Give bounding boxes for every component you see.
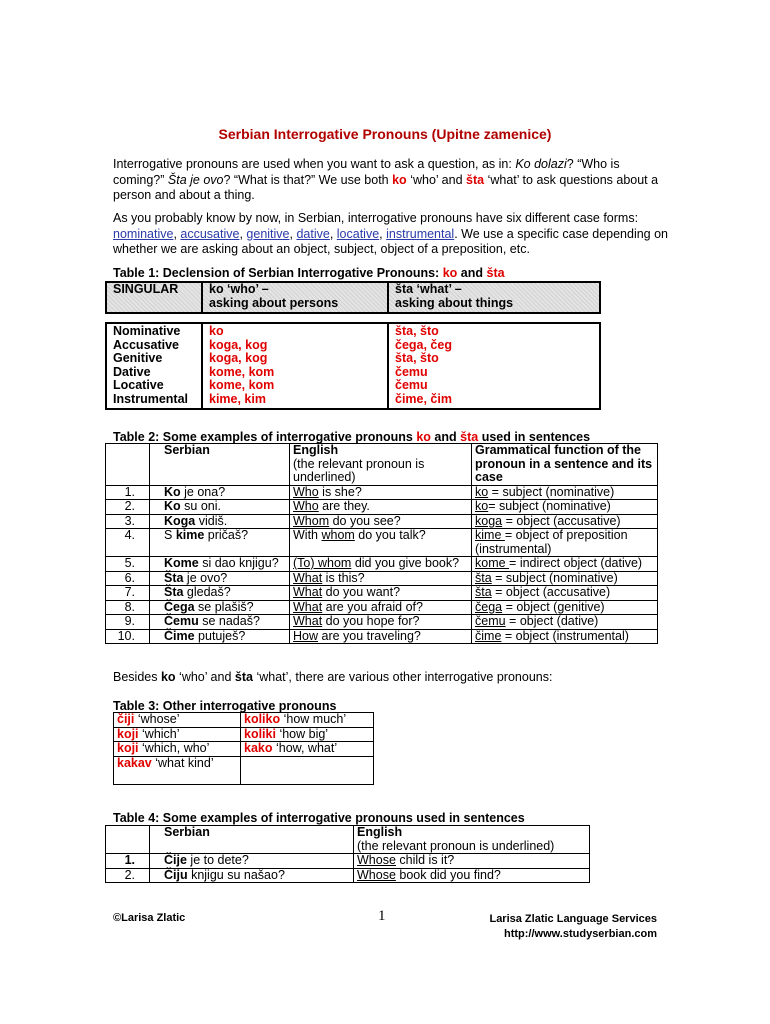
serbian-cell [150,629,290,644]
pronoun-cell [114,756,241,784]
table-row [106,557,658,572]
other-pronouns-table [113,712,374,785]
page-title: Serbian Interrogative Pronouns (Upitne zamenice) [218,126,552,142]
table3-caption: Table 3: Other interrogative pronouns [113,699,337,713]
link-accusative[interactable]: accusative [180,226,240,241]
table2-caption-text: Table 2: Some examples of interrogative pronouns [113,430,413,444]
serbian-rest: se plašiš? [194,599,254,614]
row-number: 2. [106,500,150,515]
case-nominative: Nominative [113,324,181,338]
grammar-rest: = object (accusative) [502,513,621,528]
grammar-rest: = object (genitive) [502,599,605,614]
serbian-pronoun: Šta [164,585,184,599]
header-serbian: Serbian [150,444,290,486]
ko-highlight: ko [392,172,407,187]
header-english-sub: (the relevant pronoun is underlined) [357,838,555,853]
cases-text-1: As you probably know by now, in Serbian, interrogative pronouns have six different case forms: [113,211,639,225]
serbian-pronoun: Šta [164,570,184,585]
examples-table-2 [105,825,590,883]
serbian-rest: vidiš. [195,513,228,528]
table2-caption-ko: ko [416,430,431,444]
english-pronoun: Whose [357,867,396,882]
header-singular: SINGULAR [106,282,202,313]
grammar-rest: = object (instrumental) [501,628,629,643]
case-genitive: Genitive [113,351,163,365]
english-rest: did you give book? [351,556,460,570]
grammar-rest: = object (accusative) [491,585,611,599]
serbian-rest: si dao knjigu? [198,556,279,570]
serbian-pronoun: Ko [164,499,181,513]
grammar-pronoun: čega [475,599,503,614]
english-cell [290,586,472,601]
serbian-cell [150,571,290,586]
english-pronoun: (To) whom [293,556,352,570]
besides-paragraph [113,670,673,686]
serbian-rest: pričaš? [204,528,249,542]
pronoun-word: koji [117,741,139,755]
case-accusative: Accusative [113,337,180,352]
table-row [106,571,658,586]
pronoun-gloss: ‘how big’ [275,726,329,741]
grammar-cell [472,615,658,630]
table1-caption-sta: šta [486,266,505,280]
ko-form: koga, kog [209,337,268,352]
besides-text-3: ‘what’, there are various other interrogative pronouns: [256,670,553,684]
english-rest: do you see? [329,513,401,528]
pronoun-gloss: ‘what kind’ [151,755,214,770]
serbian-cell [150,615,290,630]
declension-table [105,281,601,410]
pronoun-word: koliki [244,726,276,741]
row-number: 3. [106,514,150,529]
table-row [106,854,590,869]
grammar-rest: = subject (nominative) [488,499,611,513]
grammar-pronoun: kome [475,556,510,570]
row-number: 10. [106,629,150,644]
serbian-rest: je ona? [180,484,226,499]
serbian-prefix: S [164,528,176,542]
grammar-pronoun: koga [475,513,503,528]
grammar-cell [472,485,658,500]
row-number: 6. [106,571,150,586]
footer-company-block [400,912,657,942]
english-rest: is this? [322,570,365,585]
header-serbian: Serbian [150,826,354,854]
link-dative[interactable]: dative [296,226,330,241]
english-cell [290,529,472,557]
english-cell [354,854,590,869]
grammar-rest: = subject (nominative) [491,570,618,585]
pronoun-word: kakav [117,755,152,770]
intro-text-4: ‘who’ and [410,172,463,187]
table-row [114,742,374,757]
pronoun-cell [114,742,241,757]
english-pronoun: Who [293,484,319,499]
serbian-cell [150,500,290,515]
english-pronoun: whom [321,528,355,542]
english-pronoun: How [293,628,319,643]
cases-text-2: . We use a specific case depending on whether we are asking about an object, subject, object of a preposition, etc. [113,226,669,256]
footer-url[interactable]: http://www.studyserbian.com [504,928,657,940]
grammar-pronoun: šta [475,570,492,585]
pronoun-gloss: ‘which’ [138,726,180,741]
serbian-cell [150,557,290,572]
english-cell [290,629,472,644]
english-pronoun: What [293,599,323,614]
besides-text-2: ‘who’ and [179,670,232,684]
serbian-pronoun: Čega [164,599,195,614]
serbian-rest: gledaš? [183,585,231,599]
serbian-rest: je to dete? [186,853,249,867]
table1-caption-ko: ko [442,266,458,280]
serbian-rest: se nadaš? [198,614,260,628]
page-number: 1 [378,908,386,924]
header-ko-sub: asking about persons [209,295,339,310]
footer-author: ©Larisa Zlatic [113,912,186,924]
table-row [106,514,658,529]
header-sta-title: šta ‘what’ – [395,282,462,296]
table2-caption-sta: šta [460,430,479,444]
header-ko [202,282,388,313]
grammar-pronoun: čime [475,628,502,643]
english-pronoun: What [293,614,323,628]
intro-paragraph [113,157,673,204]
grammar-cell [472,586,658,601]
pronoun-cell [241,727,374,742]
english-cell [354,868,590,883]
table1-caption-and: and [460,266,484,280]
serbian-cell [150,868,354,883]
serbian-pronoun: Koga [164,513,196,528]
grammar-cell [472,600,658,615]
header-sta-sub: asking about things [395,295,514,310]
pronoun-cell [114,727,241,742]
ko-form: ko [209,324,224,338]
ko-form: kome, kom [209,364,275,379]
example-sta-je-ovo: Šta je ovo [167,172,224,187]
sta-highlight: šta [466,172,485,187]
grammar-cell [472,514,658,529]
intro-text-1: Interrogative pronouns are used when you want to ask a question, as in: [113,157,512,171]
pronoun-word: koji [117,726,139,741]
grammar-pronoun: ko [475,499,489,513]
table2-caption [113,430,590,444]
table-row [114,727,374,742]
case-locative: Locative [113,378,164,392]
header-grammar: Grammatical function of the pronoun in a sentence and its case [472,444,658,486]
sta-form: čega, čeg [395,337,452,352]
header-english-title: English [357,825,403,839]
sta-forms [388,323,600,409]
serbian-pronoun: Čime [164,628,195,643]
intro-text-5: ‘what’ to ask questions about a person and about a thing. [113,172,659,202]
footer-company: Larisa Zlatic Language Services [489,913,657,925]
header-num [106,826,150,854]
table-row [106,485,658,500]
table1-caption [113,266,505,280]
row-number: 7. [106,586,150,601]
link-instrumental[interactable]: instrumental [386,226,455,241]
grammar-cell [472,571,658,586]
table-row [106,586,658,601]
row-number: 5. [106,557,150,572]
english-cell [290,615,472,630]
row-number: 9. [106,615,150,630]
serbian-cell [150,600,290,615]
table-header-row [106,826,590,854]
english-rest: child is it? [395,853,455,867]
table-row [106,615,658,630]
grammar-pronoun: kime [475,528,505,542]
ko-form: kome, kom [209,378,275,392]
table1-caption-text: Table 1: Declension of Serbian Interrogative Pronouns: [113,266,440,280]
header-sta [388,282,600,313]
besides-text-1: Besides [113,670,158,684]
case-dative: Dative [113,364,151,379]
serbian-pronoun: Čije [164,853,187,867]
row-number: 8. [106,600,150,615]
case-instrumental: Instrumental [113,391,189,406]
besides-sta: šta [234,670,253,684]
english-cell [290,500,472,515]
serbian-cell [150,485,290,500]
grammar-rest: = object of preposition (instrumental) [475,528,628,556]
serbian-pronoun: Čiju [164,867,188,882]
ko-form: koga, kog [209,351,268,365]
grammar-rest: = indirect object (dative) [509,556,643,570]
english-pronoun: Who [293,499,319,513]
ko-forms [202,323,388,409]
serbian-rest: putuješ? [194,628,246,643]
link-nominative[interactable]: nominative [113,226,174,241]
row-number: 1. [106,485,150,500]
pronoun-gloss: ‘whose’ [134,712,180,726]
english-pronoun: Whom [293,513,330,528]
pronoun-cell [241,742,374,757]
pronoun-cell [241,713,374,728]
ko-form: kime, kim [209,391,266,406]
english-rest: do you talk? [354,528,426,542]
serbian-cell [150,529,290,557]
english-pronoun: What [293,585,323,599]
serbian-rest: knjigu su našao? [187,867,285,882]
serbian-pronoun: kime [175,528,205,542]
english-rest: are you afraid of? [322,599,423,614]
english-rest: are they. [318,499,370,513]
serbian-pronoun: Kome [164,556,199,570]
intro-text-3: ? “What is that?” We use both [223,172,389,187]
english-cell [290,600,472,615]
besides-ko: ko [160,670,176,684]
grammar-rest: = subject (nominative) [488,484,615,499]
table-row [106,529,658,557]
table-row [106,600,658,615]
serbian-rest: su oni. [180,499,221,513]
grammar-pronoun: čemu [475,614,506,628]
link-genitive[interactable]: genitive [246,226,290,241]
header-num [106,444,150,486]
header-english-title: English [293,443,339,457]
table4-caption: Table 4: Some examples of interrogative pronouns used in sentences [113,811,525,825]
table-header-row [106,444,658,486]
pronoun-cell [114,713,241,728]
serbian-pronoun: Ko [164,484,181,499]
cases-paragraph: As you probably know by now, in Serbian, interrogative pronouns have six different case forms: nominative, accusative, genitive, dative, locative, instrumental. We use a specific case depending on whether we are asking about an object, subject, object of a preposition, etc. [113,211,669,256]
case-names [106,323,202,409]
grammar-pronoun: ko [475,484,489,499]
english-rest: do you hope for? [322,614,420,628]
header-english-sub: (the relevant pronoun is underlined) [293,456,425,484]
pronoun-cell [241,756,374,784]
english-rest: book did you find? [395,867,501,882]
sta-form: čime, čim [395,391,452,406]
pronoun-gloss: ‘how, what’ [272,741,338,755]
header-english [354,826,590,854]
english-cell [290,514,472,529]
table-row [114,756,374,784]
serbian-pronoun: Čemu [164,614,199,628]
table-row [114,713,374,728]
pronoun-word: koliko [244,712,281,726]
english-pronoun: What [293,570,323,585]
english-rest: are you traveling? [318,628,421,643]
examples-table [105,443,658,644]
sta-form: čemu [395,378,428,392]
table-row [106,629,658,644]
grammar-pronoun: šta [475,585,492,599]
english-cell [290,571,472,586]
header-ko-title: ko ‘who’ – [209,282,269,296]
english-cell [290,485,472,500]
sta-form: šta, što [395,324,439,338]
english-prefix: With [293,528,322,542]
sta-form: čemu [395,364,428,379]
english-cell [290,557,472,572]
row-number: 2. [106,868,150,883]
pronoun-word: čiji [117,712,135,726]
grammar-rest: = object (dative) [505,614,599,628]
table2-caption-and: and [434,430,457,444]
pronoun-gloss: ‘how much’ [280,712,347,726]
english-rest: do you want? [322,585,401,599]
link-locative[interactable]: locative [336,226,380,241]
pronoun-word: kako [244,741,273,755]
english-rest: is she? [318,484,362,499]
serbian-cell [150,586,290,601]
grammar-cell [472,529,658,557]
row-number: 1. [106,854,150,869]
grammar-cell [472,629,658,644]
english-pronoun: Whose [357,853,396,867]
grammar-cell [472,557,658,572]
example-ko-dolazi: Ko dolazi [515,157,567,171]
grammar-cell [472,500,658,515]
serbian-rest: je ovo? [183,570,228,585]
table-row [106,868,590,883]
row-number: 4. [106,529,150,557]
serbian-cell [150,514,290,529]
intro-text-2: ? “Who is coming?” [113,157,620,187]
header-english [290,444,472,486]
table-row [106,500,658,515]
sta-form: šta, što [395,351,439,365]
pronoun-gloss: ‘which, who’ [138,741,210,755]
table2-caption-end: used in sentences [481,430,591,444]
serbian-cell [150,854,354,869]
